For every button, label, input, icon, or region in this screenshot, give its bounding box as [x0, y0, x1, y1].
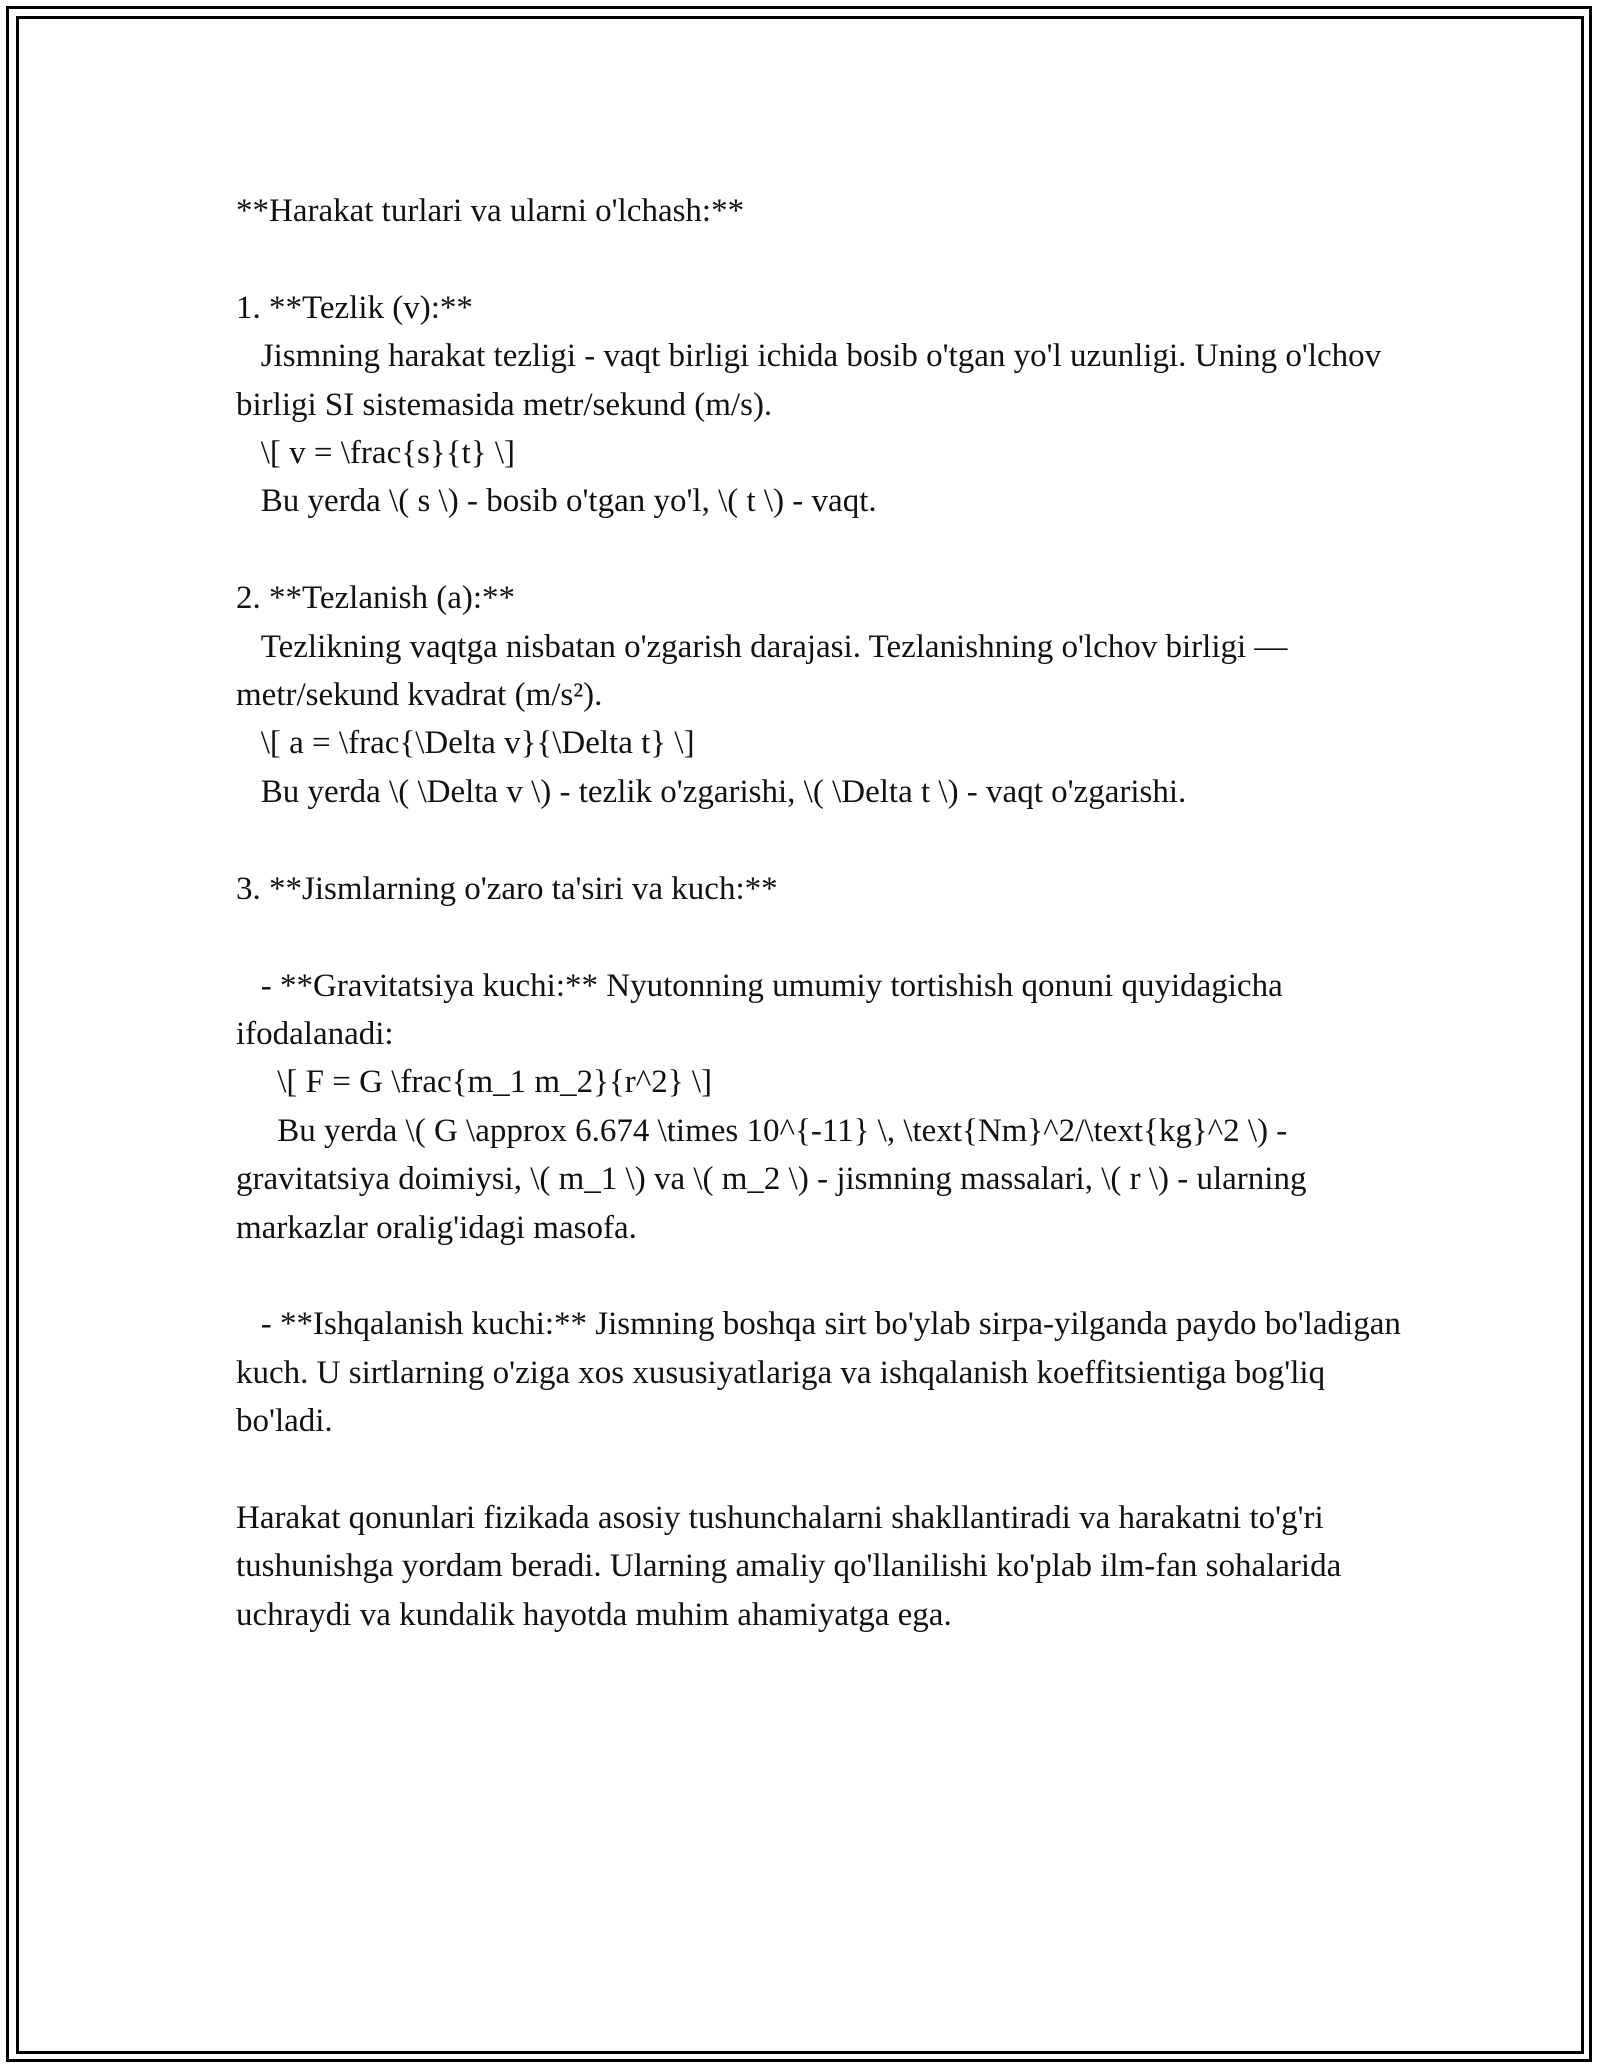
document-body-text: **Harakat turlari va ularni o'lchash:** 1. **Tezlik (v):** Jismning harakat tezligi - vaqt birligi ichida bosib o'tgan yo'l uzunligi. Uning o'lchov birligi SI sistemasida metr/sekund (m/s). \[ v = \frac{s}{t} \] Bu yerda \( s \) - bosib o'tgan yo'l, \( t \) - vaqt. 2. **Tezlanish (a):** Tezlikning vaqtga nisbatan o'zgarish darajasi. Tezlanishning o'lchov birligi — metr/sekund kvadrat (m/s²). \[ a = \frac{\Delta v}{\Delta t} \] Bu yerda \( \Delta v \) - tezlik o'zgarishi, \( \Delta t \) - vaqt o'zgarishi. 3. **Jismlarning o'zaro ta'siri va kuch:** - **Gravitatsiya kuchi:** Nyutonning umumiy tortishish qonuni quyidagicha ifodalanadi: \[ F = G \frac{m_1 m_2}{r^2} \] Bu yerda \( G \approx 6.674 \times 10^{-11} \, \text{Nm}^2/\text{kg}^2 \) - gravitatsiya doimiysi, \( m_1 \) va \( m_2 \) - jismning massalari, \( r \) - ularning markazlar oralig'idagi masofa. - **Ishqalanish kuchi:** Jismning boshqa sirt bo'ylab sirpa-yilganda paydo bo'ladigan kuch. U sirtlarning o'ziga xos xususiyatlariga va ishqalanish koeffitsientiga bog'liq bo'ladi. Harakat qonunlari fizikada asosiy tushunchalarni shakllantiradi va harakatni to'g'ri tushunishga yordam beradi. Ularning amaliy qo'llanilishi ko'plab ilm-fan sohalarida uchraydi va kundalik hayotda muhim ahamiyatga ega.: [236, 193, 1401, 1633]
